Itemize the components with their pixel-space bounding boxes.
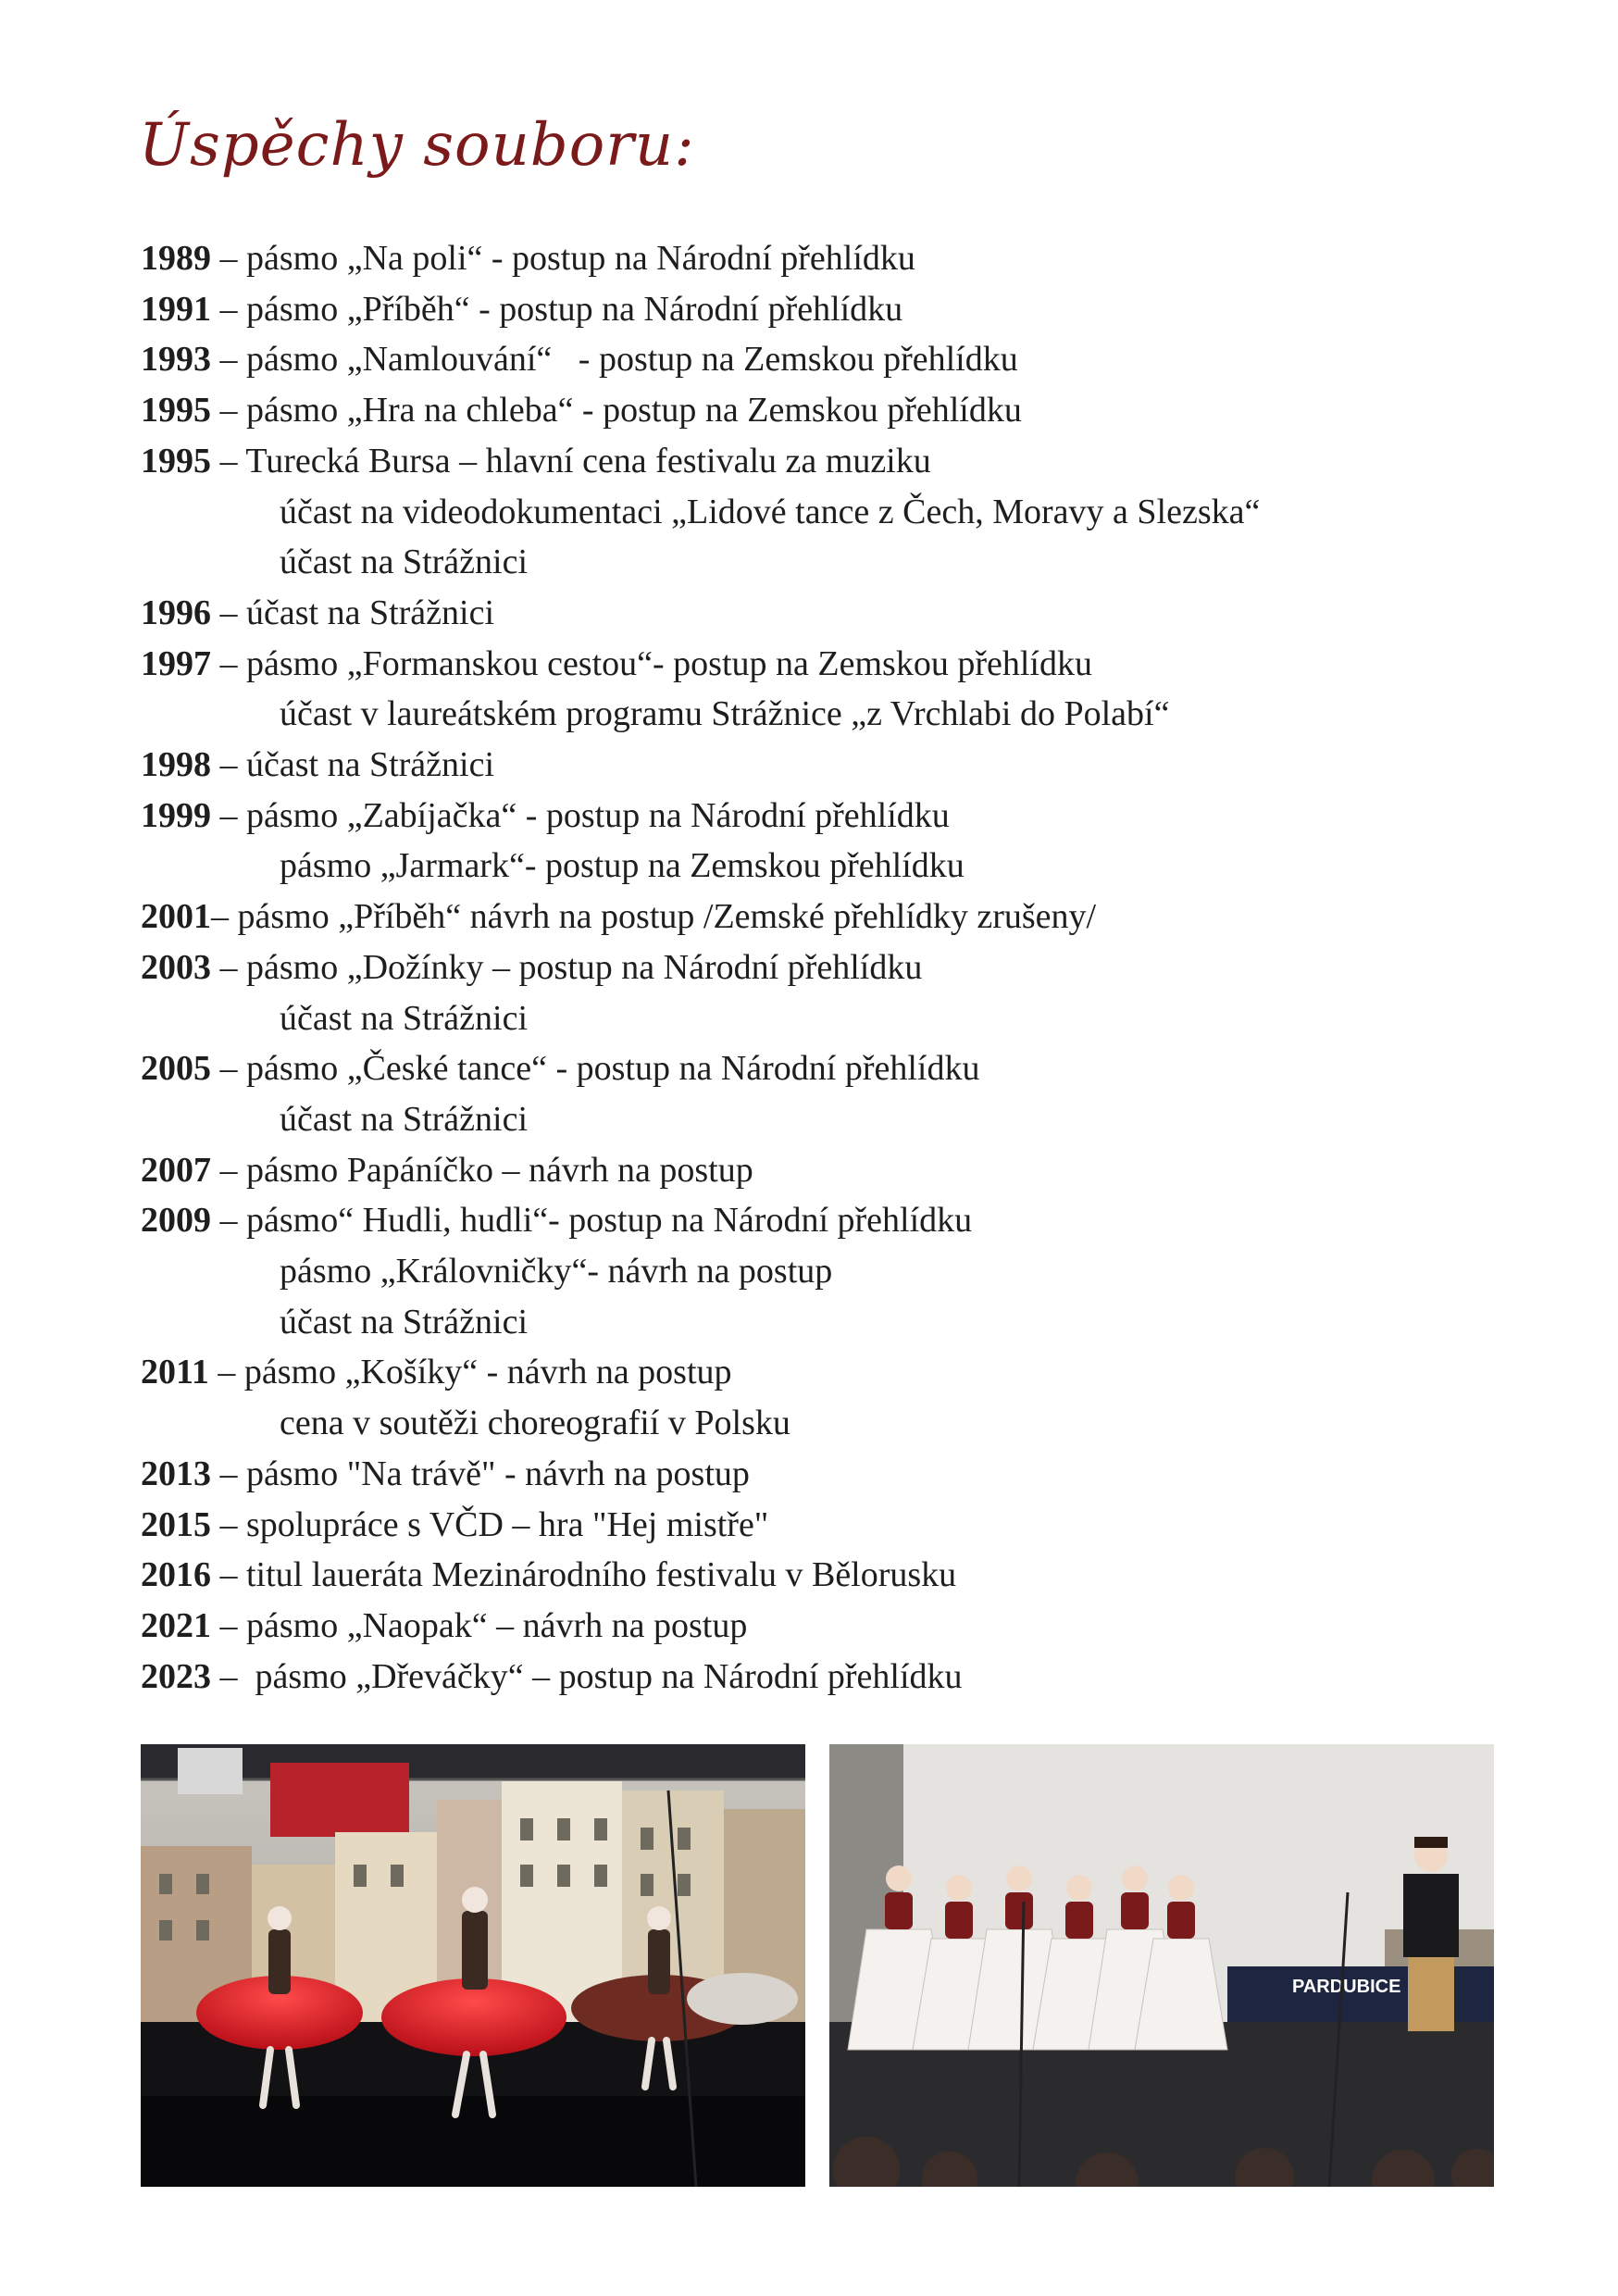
achievement-entry — [141, 588, 1492, 639]
achievement-text: – pásmo „Košíky“ - návrh na postup — [208, 1353, 732, 1392]
achievement-entry — [141, 1195, 1492, 1347]
achievement-entry — [141, 892, 1492, 942]
dance-photo-group — [829, 1744, 1494, 2187]
achievement-year: 1993 — [141, 340, 211, 380]
achievement-year: 2009 — [141, 1201, 211, 1241]
achievement-text: – pásmo "Na trávě" - návrh na postup — [211, 1454, 750, 1493]
achievement-year: 1991 — [141, 289, 211, 329]
achievement-entry — [141, 1347, 1492, 1448]
achievement-entry — [141, 791, 1492, 892]
achievement-text: – účast na Strážnici — [211, 745, 495, 785]
achievement-lines — [211, 740, 494, 791]
achievement-year: 2001 — [141, 897, 211, 937]
achievement-continuation: účast v laureátském programu Strážnice „z Vrchlabi do Polabí“ — [280, 694, 1170, 734]
achievement-text: – pásmo „Formanskou cestou“- postup na Zemskou přehlídku — [211, 643, 1092, 683]
achievement-year: 1989 — [141, 239, 211, 278]
achievement-year: 2023 — [141, 1656, 211, 1696]
achievement-continuation: pásmo „Jarmark“- postup na Zemskou přehlídku — [280, 846, 965, 886]
page-title: Úspěchy souboru: — [139, 111, 695, 180]
achievement-year: 2016 — [141, 1555, 211, 1595]
achievement-lines — [211, 1550, 956, 1601]
achievement-entry — [141, 639, 1492, 740]
achievement-continuation: pásmo „Královničky“- návrh na postup — [280, 1252, 833, 1292]
achievements-list — [141, 233, 1492, 1702]
achievement-year: 2021 — [141, 1605, 211, 1645]
achievement-entry — [141, 284, 1492, 335]
achievement-lines — [211, 1195, 972, 1347]
achievement-text: – pásmo „Příběh“ - postup na Národní přehlídku — [211, 289, 903, 329]
achievement-continuation: účast na Strážnici — [280, 1302, 529, 1341]
achievement-lines — [211, 588, 494, 639]
achievement-lines — [211, 233, 915, 284]
achievement-entry — [141, 942, 1492, 1043]
achievement-text: – pásmo „Dožínky – postup na Národní přehlídku — [211, 947, 923, 987]
achievement-continuation: účast na videodokumentaci „Lidové tance z Čech, Moravy a Slezska“ — [280, 492, 1261, 531]
achievement-year: 1998 — [141, 745, 211, 785]
achievement-lines — [209, 1347, 790, 1448]
achievement-entry — [141, 385, 1492, 436]
achievement-year: 1997 — [141, 643, 211, 683]
achievement-entry — [141, 233, 1492, 284]
achievement-entry — [141, 436, 1492, 588]
achievement-entry — [141, 740, 1492, 791]
achievement-text: – pásmo“ Hudli, hudli“- postup na Národní přehlídku — [211, 1201, 973, 1241]
achievement-entry — [141, 1601, 1492, 1652]
achievement-lines — [211, 1652, 963, 1703]
achievement-lines — [211, 284, 902, 335]
achievement-text: – pásmo „Hra na chleba“ - postup na Zemskou přehlídku — [211, 391, 1022, 430]
achievement-lines — [211, 1601, 747, 1652]
achievement-lines — [211, 334, 1018, 385]
banner-text: PARDUBICE — [1292, 1977, 1401, 1997]
achievement-text: – pásmo „Naopak“ – návrh na postup — [211, 1605, 748, 1645]
achievement-year: 2011 — [141, 1353, 209, 1392]
achievement-year: 2003 — [141, 947, 211, 987]
achievement-text: – pásmo „Zabíjačka“ - postup na Národní přehlídku — [211, 795, 950, 835]
achievement-text: – pásmo „Dřeváčky“ – postup na Národní přehlídku — [211, 1656, 963, 1696]
achievement-text: – spolupráce s VČD – hra "Hej mistře" — [211, 1504, 769, 1544]
achievement-year: 2013 — [141, 1454, 211, 1493]
achievement-text: – pásmo „České tance“ - postup na Národní přehlídku — [211, 1049, 980, 1089]
achievement-year: 1996 — [141, 593, 211, 632]
achievement-lines — [211, 1043, 980, 1144]
achievement-entry — [141, 1652, 1492, 1703]
achievement-text: – účast na Strážnici — [211, 593, 495, 632]
achievement-continuation: účast na Strážnici — [280, 543, 529, 582]
achievement-continuation: cena v soutěži choreografií v Polsku — [280, 1404, 790, 1443]
achievement-entry — [141, 1043, 1492, 1144]
achievement-year: 2015 — [141, 1504, 211, 1544]
achievement-continuation: účast na Strážnici — [280, 1099, 529, 1139]
achievement-lines — [211, 436, 1260, 588]
achievement-entry — [141, 1500, 1492, 1551]
achievement-entry — [141, 1449, 1492, 1500]
achievement-lines — [211, 791, 965, 892]
achievement-text: – pásmo „Příběh“ návrh na postup /Zemské přehlídky zrušeny/ — [211, 897, 1097, 937]
achievement-entry — [141, 1145, 1492, 1196]
achievement-lines — [211, 639, 1169, 740]
achievement-year: 1995 — [141, 441, 211, 480]
achievement-lines — [211, 1449, 750, 1500]
dance-photo-skirts — [141, 1744, 805, 2187]
achievement-year: 1995 — [141, 391, 211, 430]
achievement-lines — [211, 385, 1022, 436]
achievement-text: – titul laueráta Mezinárodního festivalu v Bělorusku — [211, 1555, 957, 1595]
achievement-text: – pásmo „Namlouvání“ - postup na Zemskou přehlídku — [211, 340, 1018, 380]
achievement-continuation: účast na Strážnici — [280, 998, 529, 1038]
achievement-year: 1999 — [141, 795, 211, 835]
achievement-lines — [211, 942, 922, 1043]
achievement-lines — [211, 1500, 768, 1551]
achievement-text: – pásmo „Na poli“ - postup na Národní přehlídku — [211, 239, 915, 278]
achievement-lines — [211, 1145, 753, 1196]
achievement-text: – pásmo Papáníčko – návrh na postup — [211, 1150, 753, 1190]
achievement-entry — [141, 1550, 1492, 1601]
achievement-year: 2005 — [141, 1049, 211, 1089]
achievement-year: 2007 — [141, 1150, 211, 1190]
achievement-entry — [141, 334, 1492, 385]
achievement-text: – Turecká Bursa – hlavní cena festivalu za muziku — [211, 441, 931, 480]
achievement-lines — [211, 892, 1096, 942]
